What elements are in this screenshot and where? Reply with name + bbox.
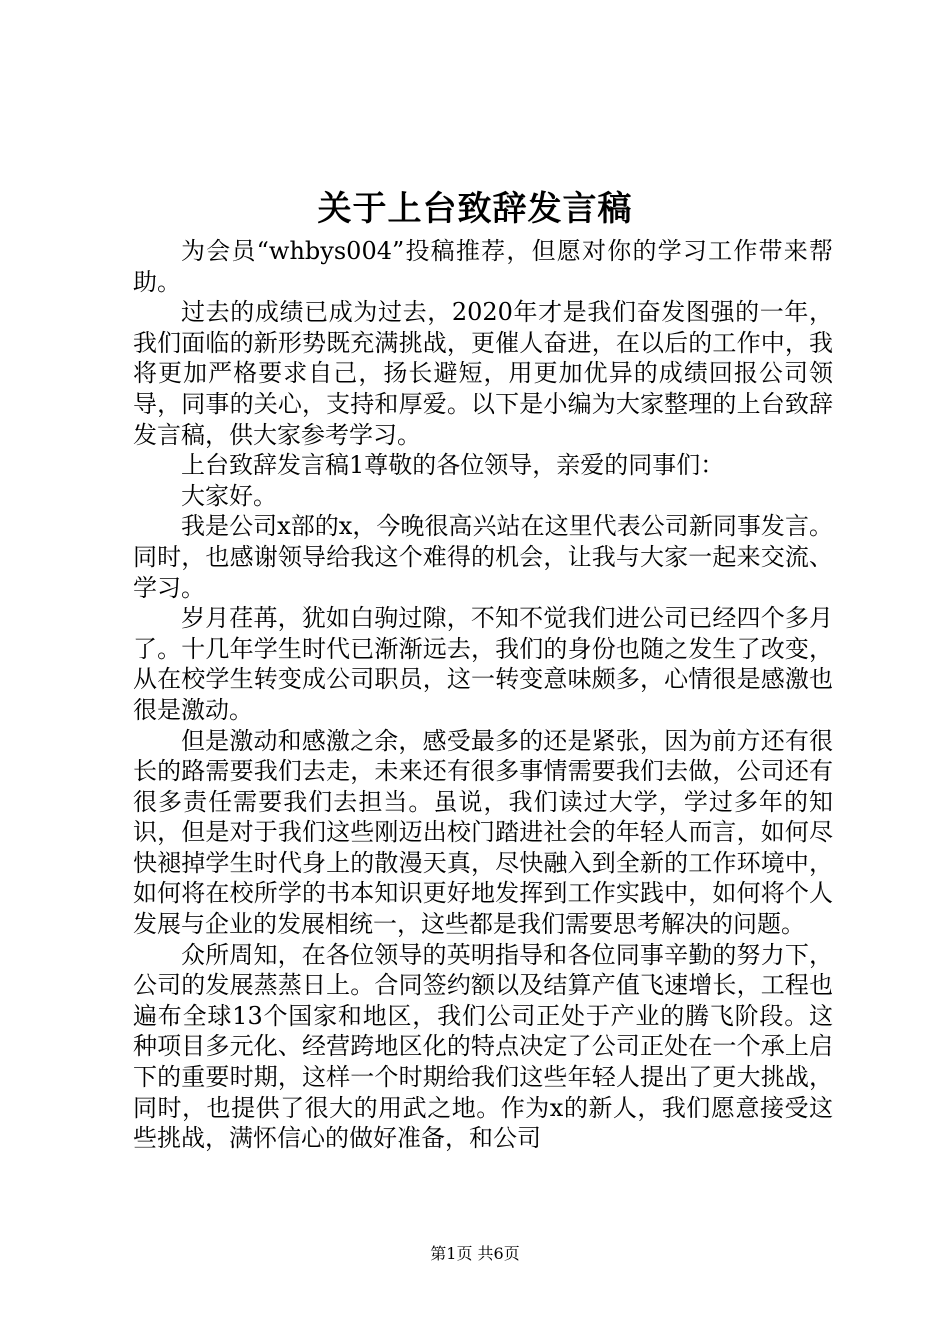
paragraph: 我是公司x部的x，今晚很高兴站在这里代表公司新同事发言。同时，也感谢领导给我这个难得的机会，让我与大家一起来交流、学习。 (133, 512, 833, 602)
paragraph: 过去的成绩已成为过去，2020年才是我们奋发图强的一年，我们面临的新形势既充满挑战，更催人奋进，在以后的工作中，我将更加严格要求自己，扬长避短，用更加优异的成绩回报公司领导，同事的关心，支持和厚爱。以下是小编为大家整理的上台致辞发言稿，供大家参考学习。 (133, 298, 833, 449)
paragraph: 岁月荏苒，犹如白驹过隙，不知不觉我们进公司已经四个多月了。十几年学生时代已渐渐远去，我们的身份也随之发生了改变，从在校学生转变成公司职员，这一转变意味颇多，心情很是感激也很是激动。 (133, 604, 833, 724)
paragraph: 上台致辞发言稿1尊敬的各位领导，亲爱的同事们： (181, 451, 725, 480)
paragraph: 为会员“whbys004”投稿推荐，但愿对你的学习工作带来帮助。 (133, 237, 833, 296)
document-body (133, 236, 833, 1154)
paragraph: 大家好。 (181, 481, 277, 510)
page-number-footer: 第1页 共6页 (430, 1244, 520, 1263)
paragraph: 但是激动和感激之余，感受最多的还是紧张，因为前方还有很长的路需要我们去走，未来还有很多事情需要我们去做，公司还有很多责任需要我们去担当。虽说，我们读过大学，学过多年的知识，但是对于我们这些刚迈出校门踏进社会的年轻人而言，如何尽快褪掉学生时代身上的散漫天真，尽快融入到全新的工作环境中，如何将在校所学的书本知识更好地发挥到工作实践中，如何将个人发展与企业的发展相统一，这些都是我们需要思考解决的问题。 (133, 726, 833, 939)
page-title: 关于上台致辞发言稿 (317, 189, 633, 229)
paragraph: 众所周知，在各位领导的英明指导和各位同事辛勤的努力下，公司的发展蒸蒸日上。合同签约额以及结算产值飞速增长，工程也遍布全球13个国家和地区，我们公司正处于产业的腾飞阶段。这种项目多元化、经营跨地区化的特点决定了公司正处在一个承上启下的重要时期，这样一个时期给我们这些年轻人提出了更大挑战，同时，也提供了很大的用武之地。作为x的新人，我们愿意接受这些挑战，满怀信心的做好准备，和公司 (133, 940, 833, 1153)
